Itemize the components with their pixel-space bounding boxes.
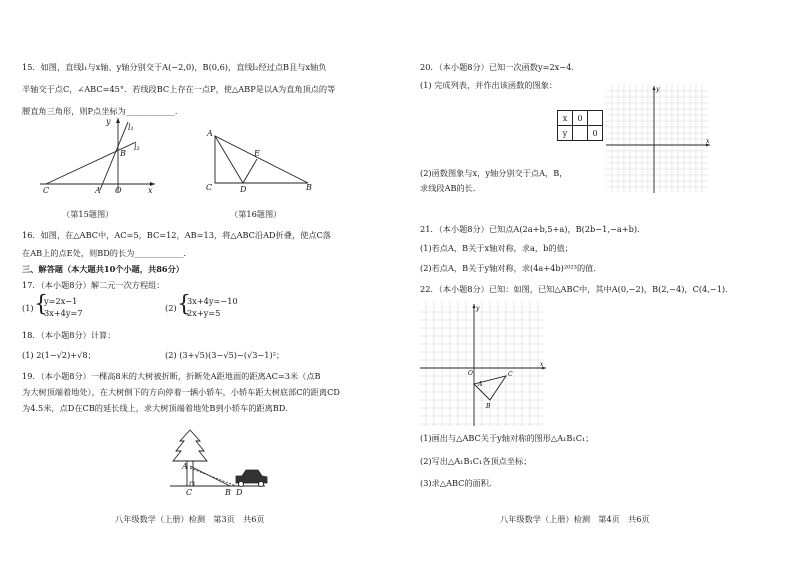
q20-table-cell: y: [558, 126, 573, 141]
fig16-label-D: D: [240, 185, 247, 194]
q22-p3: (3)求△ABC的面积．: [420, 478, 498, 488]
q20-p2-line2: 求线段AB的长．: [420, 183, 482, 193]
q20-table-cell[interactable]: [573, 126, 588, 141]
left-footer: 八年级数学（上册）检测 第3页 共6页: [115, 514, 265, 524]
q20-table-cell: 0: [588, 126, 603, 141]
q19-line2: 为大树顶端着地处），在大树倒下的方向停着一辆小轿车，小轿车距大树底部C的距离CD: [22, 387, 340, 397]
q17-p2-eq1: 3x+4y=−10: [187, 296, 238, 306]
q19-line1: 19．（本小题8分）一棵高8米的大树被折断，折断处A距地面的距离AC=3米（点B: [22, 371, 321, 381]
q15-line1: 15．如图，直线l₁与x轴、y轴分别交于A(−2,0)，B(0,6)，直线l₂经过点B且与x轴负: [22, 62, 327, 72]
q16-line2: 在AB上的点E处，则BD的长为____________．: [22, 248, 192, 258]
q20-coordinate-grid: [606, 85, 714, 195]
fig15-label-A: A: [95, 186, 101, 194]
q22-label-C: C: [508, 371, 513, 378]
q22-coordinate-grid: [420, 302, 550, 427]
right-footer: 八年级数学（上册）检测 第4页 共6页: [500, 514, 650, 524]
fig15-label-B: B: [120, 149, 126, 158]
q17-p2-label: (2): [165, 303, 177, 313]
q19-line3: 为4.5米，点D在CB的延长线上，求大树顶端着地处B到小轿车的距离BD．: [22, 403, 294, 413]
q17-p1-eq2: 3x+4y=7: [44, 308, 83, 318]
fig19-label-A: A: [182, 462, 188, 471]
q22-grid-y-label: y: [476, 305, 480, 312]
figure-19: [170, 428, 280, 498]
q17-p2-eq2: 2x+y=5: [187, 308, 221, 318]
q20-table-cell: x: [558, 111, 573, 126]
q20-p2-line1: (2)函数图象与x，y轴分别交于点A，B，: [420, 168, 568, 178]
fig16-label-E: E: [254, 149, 260, 158]
q22-grid-x-label: x: [540, 361, 544, 368]
q20-table-cell: 0: [573, 111, 588, 126]
q22-label-A: A: [478, 381, 483, 388]
q17-p1-label: (1): [22, 303, 34, 313]
q20-grid-y-label: y: [656, 86, 660, 93]
q22-grid-origin-label: O: [468, 370, 473, 377]
q20-grid-x-label: x: [706, 138, 710, 145]
fig15-caption: （第15题图）: [62, 209, 114, 219]
q18-p2: (2) (3+√5)(3−√5)−(√3−1)²；: [165, 350, 285, 360]
fig19-label-B: B: [225, 488, 231, 497]
q15-line2: 半轴交于点C，∠ABC=45°．若线段BC上存在一点P，使△ABP是以A为直角顶点的等: [22, 84, 336, 94]
q17-title: 17．（本小题8分）解二元一次方程组：: [22, 280, 165, 290]
fig15-label-C: C: [43, 186, 50, 194]
fig19-label-D: D: [236, 488, 243, 497]
fig16-label-A: A: [207, 129, 213, 138]
fig15-label-l1: l₁: [128, 123, 134, 132]
q15-line3: 腰直角三角形，则P点坐标为____________．: [22, 106, 184, 116]
fig19-label-C: C: [186, 488, 193, 497]
q18-title: 18．（本小题8分）计算：: [22, 330, 116, 340]
q17-p2-brace: {: [177, 292, 191, 317]
q22-label-B: B: [486, 403, 491, 410]
q20-title: 20．（本小题8分）已知一次函数y=2x−4．: [420, 62, 580, 72]
q21-title: 21．（本小题8分）已知点A(2a+b,5+a)，B(2b−1,−a+b)．: [420, 224, 646, 234]
section-3-heading: 三、解答题（本大题共10个小题，共86分）: [22, 264, 184, 274]
fig15-label-x: x: [148, 186, 153, 194]
q18-p1: (1) 2(1−√2)+√8；: [22, 350, 96, 360]
q20-table-cell[interactable]: [588, 111, 603, 126]
q16-line1: 16．如图，在△ABC中，AC=5，BC=12，AB=13，将△ABC沿AD折叠，使点C落: [22, 230, 331, 240]
fig15-label-y: y: [106, 117, 111, 126]
figure-16: [202, 124, 327, 194]
fig15-label-l2: l₂: [134, 143, 140, 152]
fig16-caption: （第16题图）: [230, 209, 282, 219]
q17-p1-eq1: y=2x−1: [44, 296, 78, 306]
q21-p1: (1)若点A，B关于x轴对称，求a，b的值；: [420, 243, 573, 253]
q22-p2: (2)写出△A₁B₁C₁各顶点坐标；: [420, 456, 532, 466]
q20-p1: (1) 完成列表，并作出该函数的图象：: [420, 80, 558, 90]
q17-p1-brace: {: [34, 292, 48, 317]
q22-p1: (1)画出与△ABC关于y轴对称的图形△A₁B₁C₁；: [420, 433, 594, 443]
fig16-label-B: B: [306, 183, 312, 192]
fig16-label-C: C: [206, 183, 213, 192]
q20-value-table: [557, 110, 603, 141]
fig15-label-O: O: [115, 186, 122, 194]
q21-p2: (2)若点A，B关于y轴对称，求(4a+4b)²⁰²³的值．: [420, 263, 602, 273]
figure-15: [40, 114, 165, 194]
q22-title: 22．（本小题8分）已知：如图，已知△ABC中，其中A(0,−2)，B(2,−4)，C(4,−1)．: [420, 284, 734, 294]
